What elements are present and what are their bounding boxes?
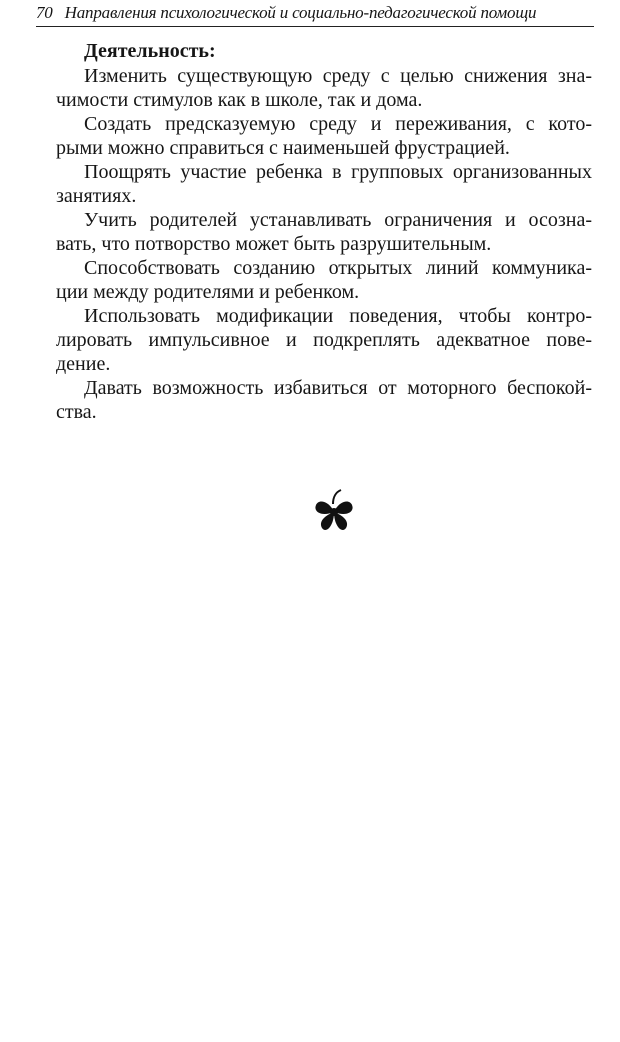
paragraph-line: чимости стимулов как в школе, так и дома. <box>56 89 423 111</box>
paragraph-line: лировать импульсивное и подкреплять адекватное пове- <box>56 329 592 351</box>
paragraph-line: Учить родителей устанавливать ограничения и осозна- <box>84 209 592 231</box>
paragraph-3 <box>56 160 592 208</box>
paragraph-line: вать, что потворство может быть разрушительным. <box>56 233 492 255</box>
section-content <box>56 38 592 424</box>
paragraph-line: Создать предсказуемую среду и переживания, с кото- <box>84 113 592 135</box>
paragraph-line: Использовать модификации поведения, чтобы контро- <box>84 305 592 327</box>
paragraph-line: занятиях. <box>56 185 137 207</box>
page-number: 70 <box>36 3 53 22</box>
paragraph-1 <box>56 64 592 112</box>
paragraph-4 <box>56 208 592 256</box>
paragraph-line: Давать возможность избавиться от моторного беспокой- <box>84 377 592 399</box>
clover-ornament-icon <box>310 488 358 534</box>
paragraph-line: Поощрять участие ребенка в групповых организованных <box>84 161 592 183</box>
paragraph-6 <box>56 304 592 376</box>
section-heading: Деятельность: <box>84 40 216 62</box>
paragraph-line: ства. <box>56 401 97 423</box>
paragraph-2 <box>56 112 592 160</box>
paragraph-7 <box>56 376 592 424</box>
paragraph-line: Способствовать созданию открытых линий коммуника- <box>84 257 592 279</box>
paragraph-line: дение. <box>56 353 111 375</box>
paragraph-line: ции между родителями и ребенком. <box>56 281 360 303</box>
paragraph-line: Изменить существующую среду с целью снижения зна- <box>84 65 592 87</box>
paragraph-line: рыми можно справиться с наименьшей фрустрацией. <box>56 137 510 159</box>
paragraph-5 <box>56 256 592 304</box>
running-head <box>36 2 594 27</box>
running-head-title: Направления психологической и социально-педагогической помощи <box>64 3 537 22</box>
